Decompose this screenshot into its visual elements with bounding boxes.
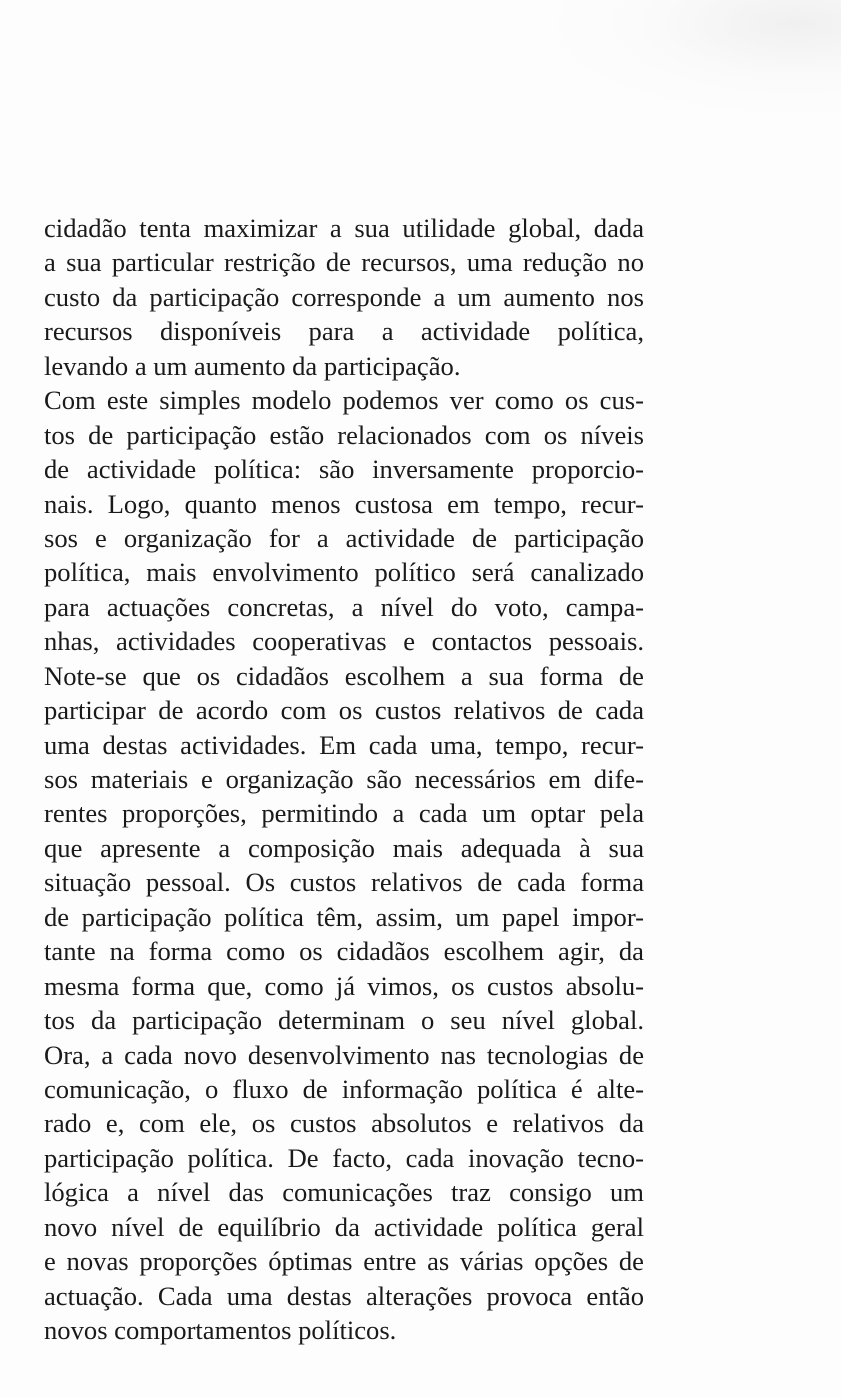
text-line: Com este simples modelo podemos ver como os cus- [44,385,644,416]
text-line: e novas proporções óptimas entre as várias opções de [44,1246,644,1277]
text-line: participar de acordo com os custos relativos de cada [44,695,644,726]
text-line: política, mais envolvimento político será canalizado [44,557,644,588]
text-line: de actividade política: são inversamente proporcio- [44,454,644,485]
text-line: mesma forma que, como já vimos, os custos absolu- [44,970,644,1001]
text-line: situação pessoal. Os custos relativos de cada forma [44,867,644,898]
text-line: tos de participação estão relacionados com os níveis [44,419,644,450]
text-line: comunicação, o fluxo de informação política é alte- [44,1073,644,1104]
text-line: sos e organização for a actividade de participação [44,522,644,553]
text-line: cidadão tenta maximizar a sua utilidade global, dada [44,213,644,243]
text-line: para actuações concretas, a nível do voto, campa- [44,591,644,622]
text-line: Ora, a cada novo desenvolvimento nas tecnologias de [44,1039,644,1070]
body-paragraph [44,211,644,1347]
text-line: tante na forma como os cidadãos escolhem agir, da [44,936,644,967]
text-line: nhas, actividades cooperativas e contactos pessoais. [44,626,644,657]
text-line: sos materiais e organização são necessários em dife- [44,764,644,794]
text-line: a sua particular restrição de recursos, uma redução no [44,247,644,278]
text-line: de participação política têm, assim, um papel impor- [44,901,644,932]
paper-texture [541,0,841,120]
text-line: participação política. De facto, cada inovação tecno- [44,1142,644,1173]
text-line: novo nível de equilíbrio da actividade política geral [44,1211,644,1242]
text-line: recursos disponíveis para a actividade política, [44,316,644,347]
text-line: tos da participação determinam o seu nível global. [44,1005,644,1036]
text-line: nais. Logo, quanto menos custosa em tempo, recur- [44,488,644,519]
text-line: rado e, com ele, os custos absolutos e relativos da [44,1108,644,1139]
text-line: actuação. Cada uma destas alterações provoca então [44,1280,644,1311]
text-line: Note-se que os cidadãos escolhem a sua forma de [44,660,644,691]
text-line: custo da participação corresponde a um aumento nos [44,281,644,312]
text-line: lógica a nível das comunicações traz consigo um [44,1177,644,1208]
text-line: que apresente a composição mais adequada à sua [44,832,644,863]
text-line: levando a um aumento da participação. [44,350,461,381]
text-line: uma destas actividades. Em cada uma, tempo, recur- [44,729,644,760]
text-line: novos comportamentos políticos. [44,1315,397,1345]
text-line: rentes proporções, permitindo a cada um optar pela [44,798,644,829]
